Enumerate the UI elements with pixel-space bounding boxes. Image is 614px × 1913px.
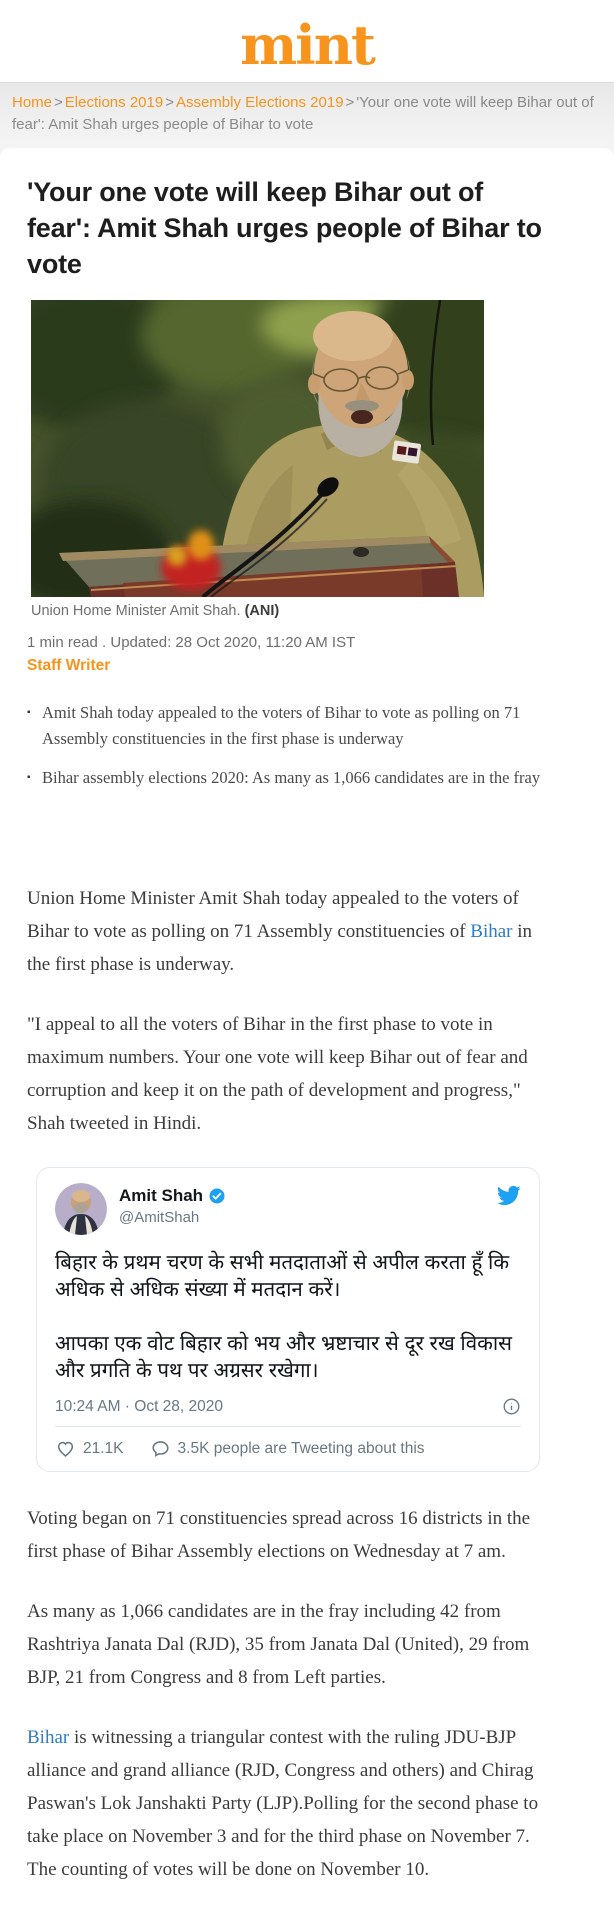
paragraph-text: "I appeal to all the voters of Bihar in the first phase to vote in maximum numbers. Your one vote will keep Bihar out of fear and corruption and keep it on the path of development and progress," Shah tweeted in Hindi. [27, 1014, 528, 1134]
hero-figure [31, 300, 484, 621]
breadcrumb [12, 92, 602, 136]
comment-bubble-icon [150, 1438, 171, 1459]
like-button[interactable] [55, 1438, 124, 1459]
breadcrumb-separator: > [54, 94, 63, 111]
paragraph-text: As many as 1,066 candidates are in the fray including 42 from Rashtriya Janata Dal (RJD), 35 from Janata Dal (United), 29 from BJP, 21 from Congress and 8 from Left parties. [27, 1601, 530, 1688]
verified-badge-icon [208, 1187, 226, 1205]
tweet-stats-row [55, 1438, 521, 1459]
tweet-text-hindi: आपका एक वोट बिहार को भय और भ्रष्टाचार से दूर रख विकास और प्रगति के पथ पर अग्रसर रखेगा। [55, 1332, 513, 1382]
paragraph-text: Voting began on 71 constituencies spread across 16 districts in the first phase of Bihar Assembly elections on Wednesday at 7 am. [27, 1508, 531, 1562]
tweet-text-hindi: बिहार के प्रथम चरण के सभी मतदाताओं से अपील करता हूँ कि अधिक से अधिक संख्या में मतदान करें। [55, 1251, 510, 1301]
tweet-header [55, 1183, 521, 1235]
info-icon[interactable] [502, 1397, 521, 1416]
highlight-item: ▪ Bihar assembly elections 2020: As many as 1,066 candidates are in the fray [27, 765, 544, 791]
image-caption [31, 602, 484, 621]
image-credit: (ANI) [244, 603, 280, 619]
conversation-link[interactable] [150, 1438, 425, 1459]
article-highlights [27, 700, 544, 791]
embedded-tweet [36, 1167, 540, 1472]
breadcrumb-link-home[interactable]: Home [12, 94, 53, 111]
avatar[interactable] [55, 1183, 107, 1235]
paragraph [27, 1502, 539, 1568]
article-card [0, 148, 614, 1886]
bihar-topic-link[interactable]: Bihar [470, 921, 513, 942]
page-title: 'Your one vote will keep Bihar out of fear': Amit Shah urges people of Bihar to vote [27, 177, 542, 279]
paragraph-text: is witnessing a triangular contest with the ruling JDU-BJP alliance and grand alliance (RJD, Congress and others) and Chirag Paswan's Lok Janshakti Party (LJP).Polling for the second phase to take place on November 3 and for the third phase on November 7. The counting of votes will be done on November 10. [27, 1727, 539, 1880]
breadcrumb-link-assembly-elections-2019[interactable]: Assembly Elections 2019 [175, 94, 344, 111]
paragraph [27, 882, 539, 981]
hero-image-amit-shah-at-podium [31, 300, 484, 597]
paragraph [27, 1721, 539, 1886]
author-line [27, 657, 614, 675]
breadcrumb-current-page: 'Your one vote will keep Bihar out of fear': Amit Shah urges people of Bihar to vote [12, 94, 594, 133]
highlight-item: ▪ Amit Shah today appealed to the voters of Bihar to vote as polling on 71 Assembly constituencies in the first phase is underway [27, 700, 544, 752]
paragraph [27, 1595, 539, 1694]
breadcrumb-separator: > [165, 94, 174, 111]
twitter-bird-icon[interactable] [496, 1183, 521, 1208]
like-count: 21.1K [83, 1439, 124, 1457]
tweet-divider [55, 1426, 521, 1427]
tweet-author-handle[interactable]: @AmitShah [119, 1209, 200, 1226]
masthead [0, 0, 614, 82]
article-meta: 1 min read . Updated: 28 Oct 2020, 11:20 AM IST [27, 634, 356, 651]
tweet-author-name[interactable]: Amit Shah [119, 1186, 204, 1205]
bihar-topic-link[interactable]: Bihar [27, 1727, 70, 1748]
breadcrumb-link-elections-2019[interactable]: Elections 2019 [64, 94, 164, 111]
tweet-time-row [55, 1397, 521, 1416]
tweet-timestamp[interactable]: 10:24 AM · Oct 28, 2020 [55, 1397, 224, 1415]
image-caption-text: Union Home Minister Amit Shah. [31, 603, 241, 619]
breadcrumb-separator: > [345, 94, 355, 111]
tweet-body [55, 1249, 521, 1384]
conversation-text: 3.5K people are Tweeting about this [177, 1439, 425, 1457]
paragraph [27, 1008, 539, 1140]
heart-icon [55, 1438, 76, 1459]
paragraph-text: Union Home Minister Amit Shah today appealed to the voters of Bihar to vote as polling on 71 Assembly constituencies of [27, 888, 519, 942]
paragraph-text: in the first phase is underway. [27, 921, 533, 975]
avatar-image [55, 1183, 107, 1235]
mint-logo[interactable]: mint [240, 13, 374, 77]
author-link[interactable]: Staff Writer [27, 657, 111, 674]
tweet-identity [119, 1183, 226, 1226]
ad-slot-empty [0, 804, 614, 882]
